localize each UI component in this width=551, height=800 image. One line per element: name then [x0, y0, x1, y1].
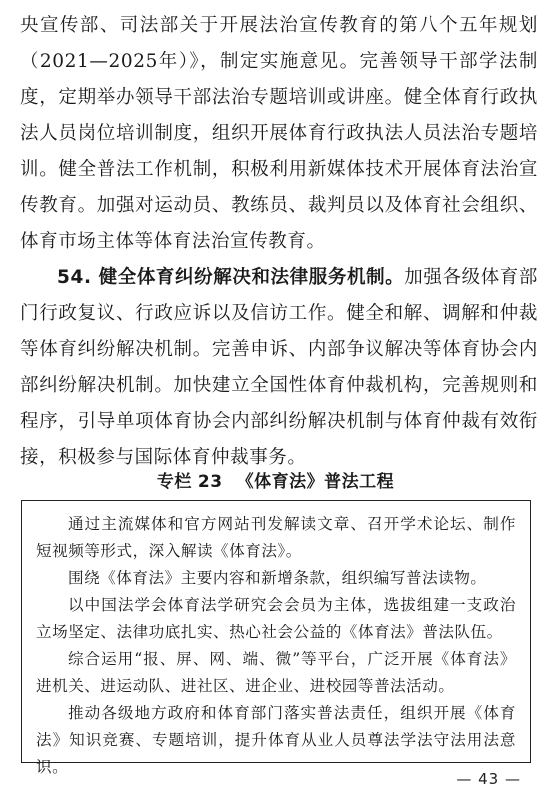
- box-item: 推动各级地方政府和体育部门落实普法责任，组织开展《体育法》知识竞赛、专题培训，提升体育从业人员尊法学法守法用法意识。: [36, 704, 516, 776]
- box-item: 围绕《体育法》主要内容和新增条款，组织编写普法读物。: [68, 569, 487, 587]
- body-text: [20, 8, 538, 476]
- box-heading: 《体育法》普法工程: [236, 472, 395, 492]
- column-box: [21, 500, 531, 776]
- page-number: — 43 —: [456, 770, 521, 788]
- box-item: 以中国法学会体育法学研究会会员为主体，选拔组建一支政治立场坚定、法律功底扎实、热心社会公益的《体育法》普法队伍。: [36, 596, 516, 641]
- box-item: 综合运用“报、屏、网、端、微”等平台，广泛开展《体育法》进机关、进运动队、进社区、进企业、进校园等普法活动。: [36, 650, 516, 695]
- paragraph-continued: [20, 8, 538, 260]
- paragraph-text: 央宣传部、司法部关于开展法治宣传教育的第八个五年规划（2021—2025年）》，制定实施意见。完善领导干部学法制度，定期举办领导干部法治专题培训或讲座。健全体育行政执法人员岗位培训制度，组织开展体育行政执法人员法治专题培训。健全普法工作机制，积极利用新媒体技术开展体育法治宣传教育。加强对运动员、教练员、裁判员以及体育社会组织、体育市场主体等体育法治宣传教育。: [20, 15, 538, 252]
- paragraph-item-54: [20, 260, 538, 476]
- box-title: [0, 467, 551, 492]
- box-item: 通过主流媒体和官方网站刊发解读文章、召开学术论坛、制作短视频等形式，深入解读《体育法》。: [36, 515, 516, 560]
- paragraph-lead: 54. 健全体育纠纷解决和法律服务机制。: [57, 267, 405, 288]
- paragraph-text: 加强各级体育部门行政复议、行政应诉以及信访工作。健全和解、调解和仲裁等体育纠纷解决机制。完善申诉、内部争议解决等体育协会内部纠纷解决机制。加快建立全国性体育仲裁机构，完善规则和程序，引导单项体育协会内部纠纷解决机制与体育仲裁有效衔接，积极参与国际体育仲裁事务。: [20, 267, 539, 468]
- box-label: 专栏: [156, 472, 192, 492]
- box-number: 23: [197, 472, 223, 492]
